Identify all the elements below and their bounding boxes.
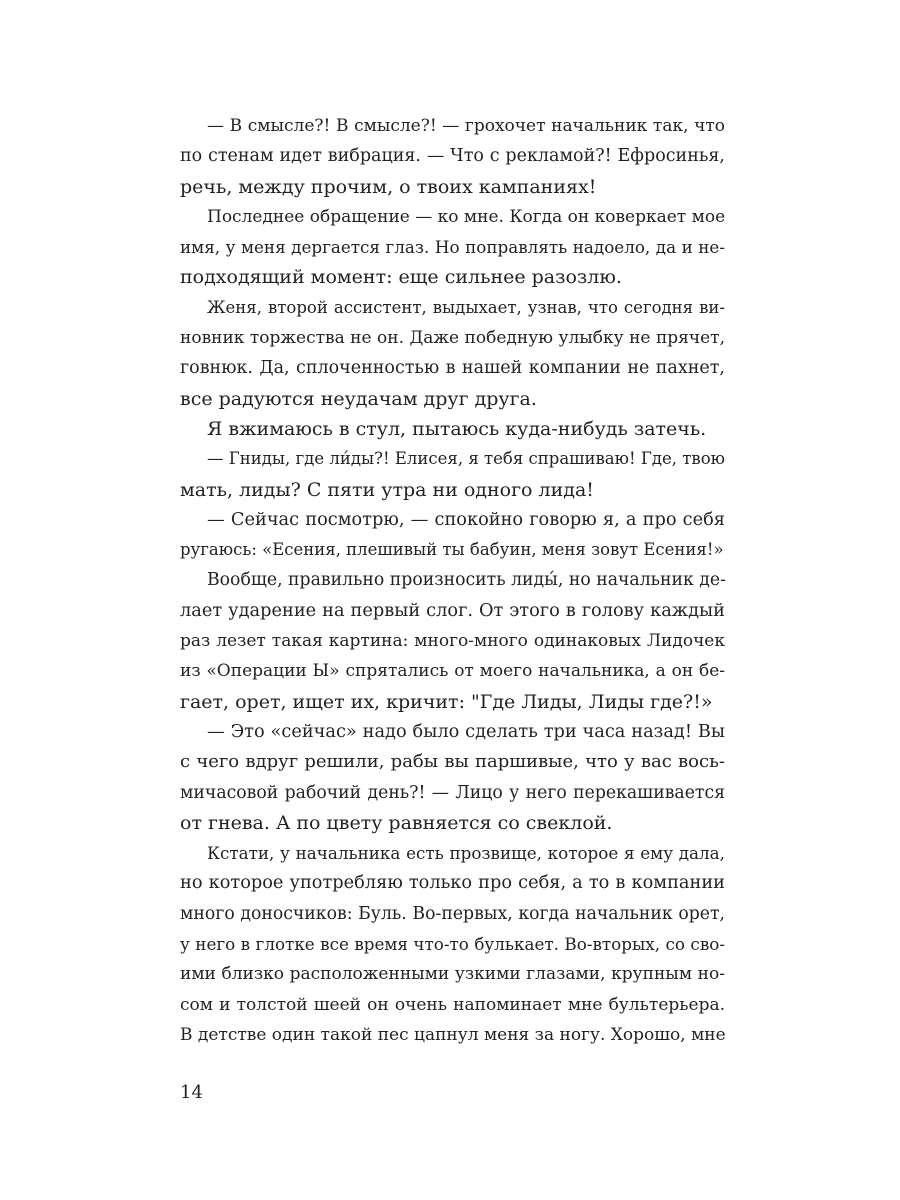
text-line: от гнева. А по цвету равняется со свеклой.: [180, 811, 613, 834]
text-line: раз лезет такая картина: много-много одинаковых Лидочек: [180, 631, 725, 652]
text-line: новник торжества не он. Даже победную улыбку не прячет,: [180, 328, 725, 349]
text-line: много доносчиков: Буль. Во-первых, когда начальник орет,: [180, 903, 725, 924]
text-line: — В смысле?! В смысле?! — грохочет начальник так, что: [207, 116, 725, 136]
text-line: с чего вдруг решили, рабы вы паршивые, что у вас вось-: [180, 751, 725, 773]
text-line: из «Операции Ы» спрятались от моего начальника, а он бе-: [180, 661, 725, 682]
text-line: Я вжимаюсь в стул, пытаюсь куда-нибудь затечь.: [207, 417, 707, 440]
text-line: Кстати, у начальника есть прозвище, которое я ему дала,: [207, 843, 725, 864]
page-number: 14: [180, 1082, 203, 1103]
text-line: речь, между прочим, о твоих кампаниях!: [180, 175, 597, 198]
text-line: ругаюсь: «Есения, плешивый ты бабуин, меня зовут Есения!»: [180, 540, 724, 560]
text-line: гает, орет, ищет их, кричит: "Где Лиды, Лиды где?!»: [180, 690, 713, 713]
book-page-text: [180, 111, 725, 1050]
text-line: но которое употребляю только про себя, а то в компании: [180, 873, 725, 894]
text-line: сом и толстой шеей он очень напоминает мне бультерьера.: [180, 994, 725, 1015]
text-line: лает ударение на первый слог. От этого в голову каждый: [180, 600, 725, 621]
text-line: В детстве один такой пес цапнул меня за ногу. Хорошо, мне: [180, 1024, 726, 1045]
text-line: мичасовой рабочий день?! — Лицо у него перекашивается: [180, 782, 725, 803]
text-line: у него в глотке все время что-то булькает. Во-вторых, со сво-: [180, 934, 725, 955]
text-line: ими близко расположенными узкими глазами, крупным но-: [180, 964, 725, 985]
text-line: говнюк. Да, сплоченностью в нашей компании не пахнет,: [180, 358, 725, 379]
text-line: по стенам идет вибрация. — Что с рекламой?! Ефросинья,: [180, 146, 725, 167]
text-line: все радуются неудачам друг друга.: [180, 387, 537, 410]
text-line: — Это «сейчас» надо было сделать три часа назад! Вы: [207, 721, 725, 742]
text-line: Вообще, правильно произносить лиды́, но начальник де-: [207, 570, 726, 591]
text-line: Женя, второй ассистент, выдыхает, узнав, что сегодня ви-: [207, 297, 725, 317]
text-line: Последнее обращение — ко мне. Когда он коверкает мое: [207, 206, 726, 227]
text-line: — Сейчас посмотрю, — спокойно говорю я, а про себя: [207, 509, 725, 530]
text-line: — Гниды, где ли́ды?! Елисея, я тебя спрашиваю! Где, твою: [207, 449, 725, 469]
text-line: мать, лиды? С пяти утра ни одного лида!: [180, 478, 594, 501]
text-line: подходящий момент: еще сильнее разозлю.: [180, 266, 622, 289]
text-line: имя, у меня дергается глаз. Но поправлять надоело, да и не-: [180, 237, 725, 258]
